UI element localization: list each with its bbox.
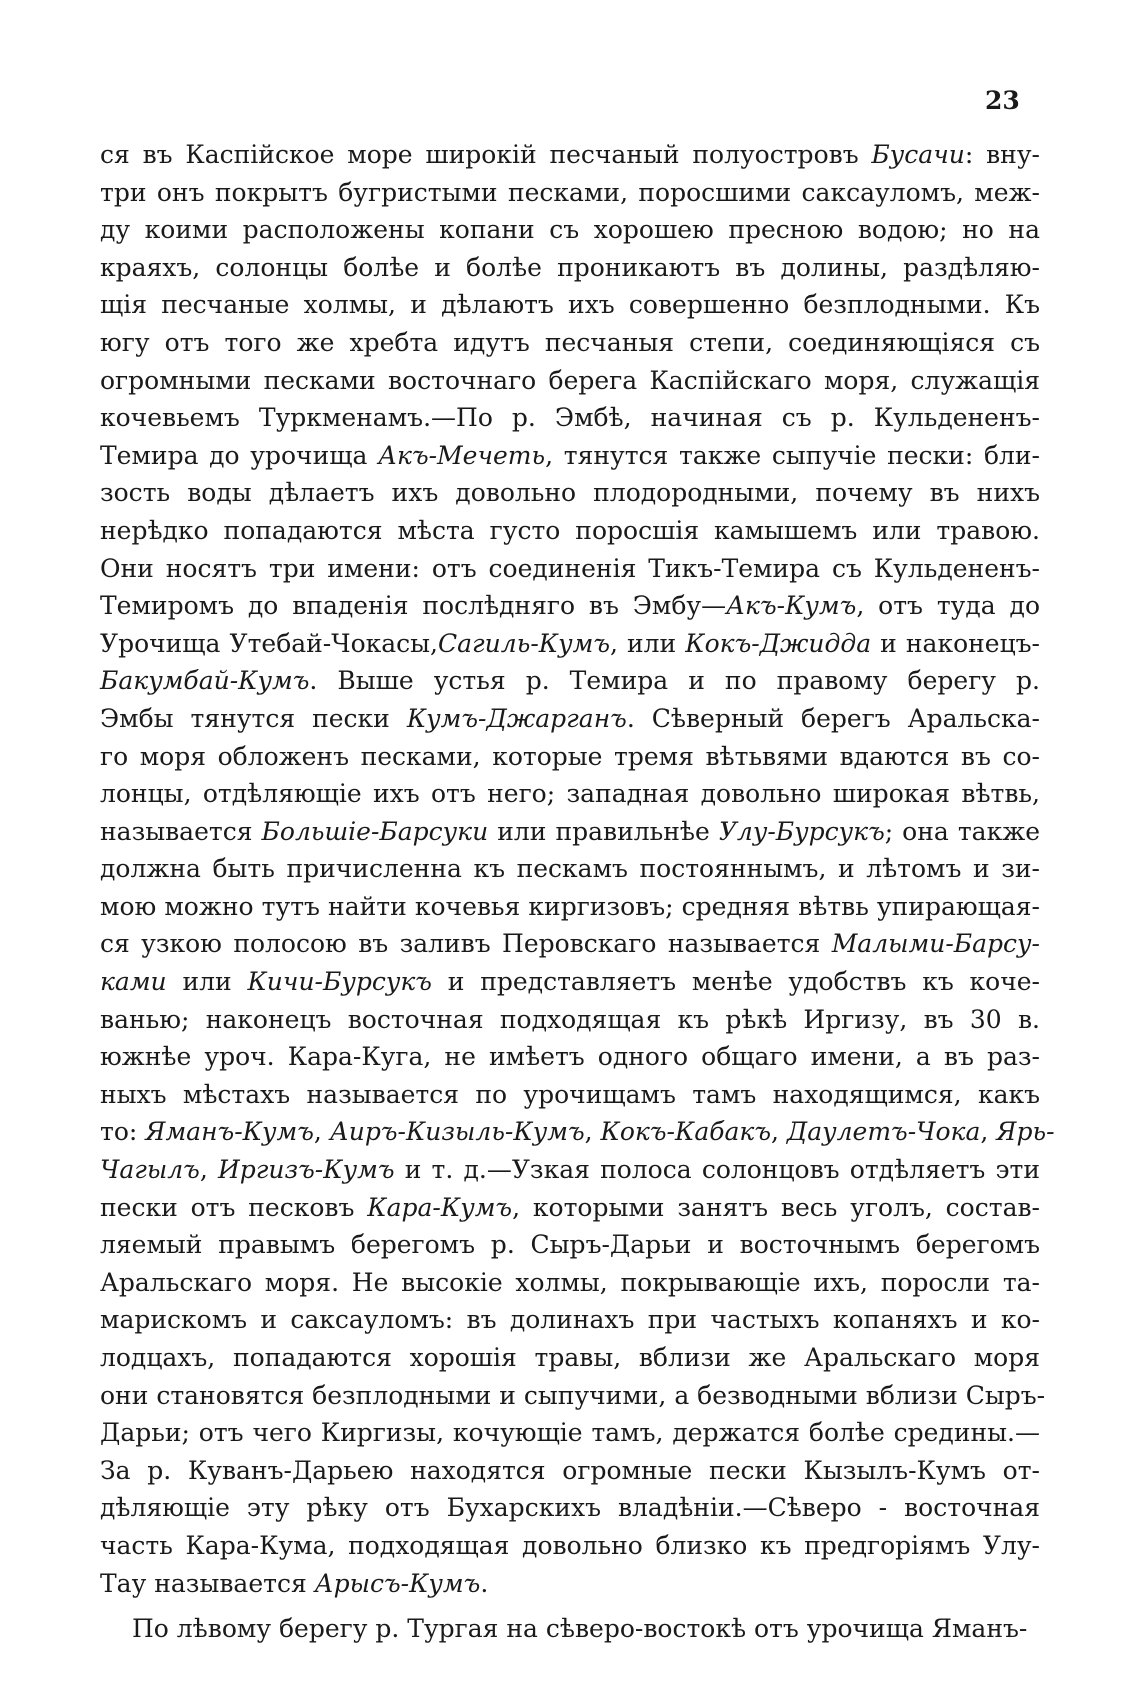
text-run: щія песчаные холмы, и дѣлаютъ ихъ совершенно безплодными. Къ — [100, 290, 1040, 320]
text-line — [100, 587, 1040, 625]
italic-text: Сагиль-Кумъ — [438, 628, 611, 658]
text-run: дѣляющіе эту рѣку отъ Бухарскихъ владѣніи.—Сѣверо - восточная — [100, 1493, 1040, 1523]
text-run: южнѣе уроч. Кара-Куга, не имѣетъ одного общаго имени, а въ раз- — [100, 1042, 1040, 1072]
text-line — [100, 1151, 1040, 1189]
italic-text: Кумъ-Джарганъ — [406, 703, 627, 733]
paragraph-2 — [100, 1610, 1040, 1648]
italic-text: Чагылъ — [100, 1155, 200, 1185]
italic-text: ками — [100, 967, 167, 997]
text-run: ду коими расположены копани съ хорошею пресною водою; но на — [100, 215, 1040, 245]
text-line — [100, 850, 1040, 888]
text-line — [100, 963, 1040, 1001]
text-run: , — [770, 1117, 787, 1147]
text-run: , — [584, 1117, 601, 1147]
text-line — [100, 700, 1040, 738]
text-run: ванью; наконецъ восточная подходящая къ рѣкѣ Иргизу, въ 30 в. — [100, 1004, 1040, 1034]
text-run: пески отъ песковъ — [100, 1192, 368, 1222]
text-run: огромными песками восточнаго берега Каспійскаго моря, служащія — [100, 365, 1040, 395]
text-line — [100, 1038, 1040, 1076]
text-line — [100, 1377, 1046, 1415]
text-line — [100, 362, 1040, 400]
italic-text: Акъ-Мечеть — [378, 440, 546, 470]
text-run: должна быть причисленна къ пескамъ постояннымъ, и лѣтомъ и зи- — [100, 854, 1040, 884]
text-run: , — [199, 1155, 218, 1185]
text-line — [100, 1414, 1040, 1452]
text-line — [100, 437, 1040, 475]
text-line — [100, 1301, 1040, 1339]
text-run: нерѣдко попадаются мѣста густо поросшія камышемъ или травою. — [100, 515, 1040, 545]
text-run: Темира до урочища — [100, 440, 379, 470]
text-run: По лѣвому берегу р. Тургая на сѣверо-востокѣ отъ урочища Яманъ- — [132, 1614, 1028, 1644]
page-number: 23 — [985, 86, 1020, 115]
text-line — [100, 775, 1040, 813]
text-line — [100, 324, 1040, 362]
text-run: Дарьи; отъ чего Киргизы, кочующіе тамъ, держатся болѣе средины.— — [100, 1418, 1040, 1448]
italic-text: Кара-Кумъ — [367, 1192, 513, 1222]
text-line — [100, 550, 1040, 588]
text-run: Темиромъ до впаденія послѣдняго въ Эмбу— — [100, 591, 727, 621]
text-run: часть Кара-Кума, подходящая довольно близко къ предгоріямъ Улу- — [100, 1530, 1040, 1560]
text-run: то: — [100, 1117, 146, 1147]
text-run: и наконецъ- — [871, 628, 1041, 658]
text-line — [100, 1189, 1040, 1227]
text-run: и представляетъ менѣе удобствъ къ коче- — [431, 967, 1040, 997]
italic-text: Кокъ-Джидда — [685, 628, 872, 658]
italic-text: Малыми-Барсу- — [831, 929, 1040, 959]
text-run: ся узкою полосою въ заливъ Перовскаго называется — [100, 929, 832, 959]
italic-text: Иргизъ-Кумъ — [217, 1155, 395, 1185]
text-run: мою можно тутъ найти кочевья киргизовъ; средняя вѣтвь упирающая- — [100, 891, 1040, 921]
text-line — [100, 1001, 1040, 1039]
italic-text: Бакумбай-Кумъ — [100, 666, 310, 696]
text-run: Они носятъ три имени: отъ соединенія Тикъ-Темира съ Кульдененъ- — [100, 553, 1040, 583]
text-line — [100, 1527, 1040, 1565]
text-run: называется — [100, 816, 262, 846]
text-run: краяхъ, солонцы болѣе и болѣе проникаютъ въ долины, раздѣляю- — [100, 252, 1040, 282]
text-line — [100, 625, 1040, 663]
text-run: лонцы, отдѣляющіе ихъ отъ него; западная довольно широкая вѣтвь, — [100, 779, 1040, 809]
text-run: югу отъ того же хребта идутъ песчаныя степи, соединяющіяся съ — [100, 327, 1040, 357]
text-line — [100, 1113, 1055, 1151]
text-run: лодцахъ, попадаются хорошія травы, вблизи же Аральскаго моря — [100, 1343, 1040, 1372]
text-line — [100, 399, 1040, 437]
italic-text: Кокъ-Кабакъ — [600, 1117, 771, 1147]
text-run: или — [166, 967, 248, 997]
text-run: . — [480, 1568, 489, 1598]
text-run: Эмбы тянутся пески — [100, 703, 407, 733]
text-run: , — [980, 1117, 997, 1147]
text-line — [100, 1452, 1040, 1490]
text-line — [100, 662, 1040, 700]
text-run: зость воды дѣлаетъ ихъ довольно плодородными, почему въ нихъ — [100, 478, 1040, 508]
italic-text: Акъ-Кумъ — [726, 591, 857, 621]
text-line — [100, 249, 1040, 287]
text-run: Урочища Утебай-Чокасы, — [100, 628, 439, 658]
text-run: ныхъ мѣстахъ называется по урочищамъ тамъ находящимся, какъ — [100, 1079, 1040, 1109]
text-run: ; она также — [884, 816, 1040, 846]
text-line — [100, 1489, 1040, 1527]
paragraph-1 — [100, 136, 1055, 1602]
text-line — [100, 474, 1040, 512]
text-run: или правильнѣе — [488, 816, 719, 846]
text-run: , отъ туда до — [856, 591, 1040, 621]
text-run: : вну- — [964, 140, 1040, 169]
text-run: , — [313, 1117, 330, 1147]
text-line — [100, 813, 1040, 851]
body-text — [100, 136, 1055, 1648]
text-run: , или — [610, 628, 686, 658]
text-run: ляемый правымъ берегомъ р. Сыръ-Дарьи и восточнымъ берегомъ — [100, 1230, 1040, 1260]
text-run: За р. Куванъ-Дарьею находятся огромные пески Кызылъ-Кумъ от- — [100, 1455, 1040, 1485]
text-line — [100, 738, 1040, 776]
text-line — [100, 211, 1040, 249]
text-run: и т. д.—Узкая полоса солонцовъ отдѣляетъ эти — [394, 1155, 1040, 1185]
text-line — [100, 1226, 1040, 1264]
text-line — [100, 1339, 1040, 1377]
text-line — [100, 1076, 1040, 1114]
text-run: , тянутся также сыпучіе пески: бли- — [545, 440, 1040, 470]
italic-text: Яманъ-Кумъ — [145, 1117, 314, 1147]
paragraph-gap — [100, 1602, 1040, 1610]
text-run: . Выше устья р. Темира и по правому берегу р. — [309, 666, 1040, 696]
text-run: они становятся безплодными и сыпучими, а безводными вблизи Сыръ- — [100, 1380, 1046, 1410]
text-line — [100, 1565, 1040, 1603]
text-run: три онъ покрытъ бугристыми песками, поросшими саксауломъ, меж- — [100, 177, 1040, 207]
text-run: . Сѣверный берегъ Аральска- — [626, 703, 1040, 733]
text-run: Тау называется — [100, 1568, 315, 1598]
text-run: го моря обложенъ песками, которые тремя вѣтьвями вдаются въ со- — [100, 741, 1040, 771]
text-line — [100, 888, 1040, 926]
italic-text: Улу-Бурсукъ — [718, 816, 885, 846]
text-line — [100, 136, 1040, 174]
text-line — [100, 1264, 1040, 1302]
text-run: , которыми занятъ весь уголъ, состав- — [512, 1192, 1040, 1222]
italic-text: Бусачи — [871, 140, 965, 169]
italic-text: Арысъ-Кумъ — [314, 1568, 481, 1598]
text-run: Аральскаго моря. Не высокіе холмы, покрывающіе ихъ, поросли та- — [100, 1267, 1040, 1297]
italic-text: Даулетъ-Чока — [786, 1117, 981, 1147]
italic-text: Большіе-Барсуки — [261, 816, 489, 846]
text-line — [100, 1610, 1040, 1648]
text-line — [100, 512, 1040, 550]
text-line — [100, 174, 1040, 212]
italic-text: Кичи-Бурсукъ — [247, 967, 432, 997]
text-run: кочевьемъ Туркменамъ.—По р. Эмбѣ, начиная съ р. Кульдененъ- — [100, 403, 1040, 433]
text-line — [100, 925, 1040, 963]
text-run: ся въ Каспійское море широкій песчаный полуостровъ — [100, 140, 872, 169]
italic-text: Аиръ-Кизыль-Кумъ — [329, 1117, 585, 1147]
text-run: марискомъ и саксауломъ: въ долинахъ при частыхъ копаняхъ и ко- — [100, 1305, 1040, 1335]
italic-text: Ярь- — [996, 1117, 1055, 1147]
text-line — [100, 286, 1040, 324]
